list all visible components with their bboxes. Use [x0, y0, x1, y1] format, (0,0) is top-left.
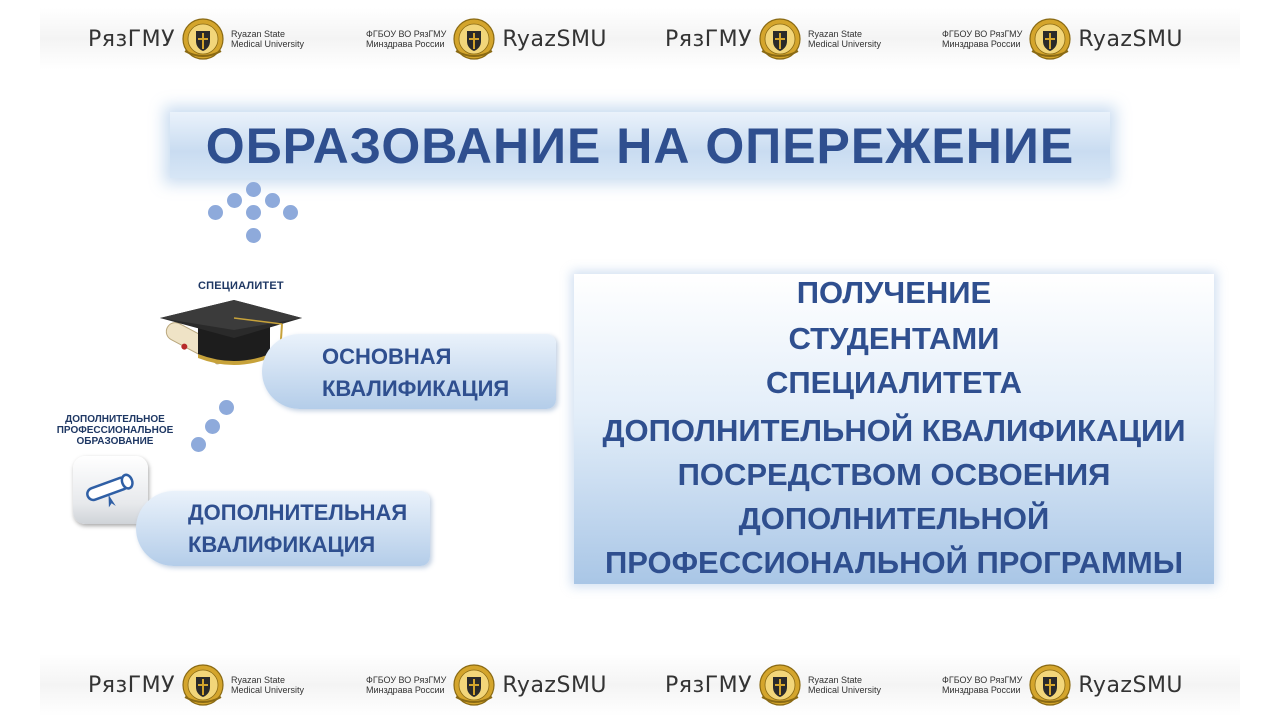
decorative-dot	[246, 182, 261, 197]
org-line-1: ФГБОУ ВО РязГМУ	[942, 29, 1023, 39]
uni-line-2: Medical University	[231, 39, 305, 49]
decorative-dot	[227, 193, 242, 208]
specialty-label: СПЕЦИАЛИТЕТ	[198, 280, 284, 292]
brand-name-en: RyazSMU	[502, 26, 608, 52]
decorative-dot	[191, 437, 206, 452]
university-emblem-icon	[758, 663, 802, 707]
university-emblem-icon	[452, 663, 496, 707]
main-qualification-line-1: ОСНОВНАЯ	[322, 344, 452, 369]
uni-line-2: Medical University	[808, 685, 882, 695]
org-line-2: Минздрава России	[942, 685, 1021, 695]
brand-name-ru: РязГМУ	[88, 672, 176, 698]
organization-name	[942, 675, 1022, 695]
brand-group-1	[88, 8, 304, 70]
additional-qualification-text	[188, 497, 407, 561]
org-line-2: Минздрава России	[366, 685, 445, 695]
description-line: ДОПОЛНИТЕЛЬНОЙ КВАЛИФИКАЦИИ	[602, 413, 1186, 448]
brand-name-ru: РязГМУ	[665, 672, 753, 698]
dpo-label-line-3: ОБРАЗОВАНИЕ	[76, 436, 154, 447]
diploma-scroll-icon	[73, 456, 148, 524]
university-name-en	[808, 29, 881, 49]
decorative-dot	[219, 400, 234, 415]
additional-education-label	[56, 414, 174, 447]
brand-name-ru: РязГМУ	[665, 26, 753, 52]
university-name-en	[231, 29, 304, 49]
university-name-en	[808, 675, 881, 695]
main-qualification-text	[322, 341, 509, 405]
brand-group-2	[366, 654, 607, 716]
brand-name-ru: РязГМУ	[88, 26, 176, 52]
decorative-dot	[208, 205, 223, 220]
brand-name-en: RyazSMU	[1078, 672, 1184, 698]
description-line: СПЕЦИАЛИТЕТА	[765, 365, 1023, 400]
brand-group-2	[366, 8, 607, 70]
description-line: СТУДЕНТАМИ	[788, 321, 1000, 356]
org-line-1: ФГБОУ ВО РязГМУ	[942, 675, 1023, 685]
decorative-dot	[265, 193, 280, 208]
university-emblem-icon	[758, 17, 802, 61]
decorative-dot	[246, 205, 261, 220]
header-logo-strip	[40, 8, 1240, 70]
university-emblem-icon	[181, 663, 225, 707]
uni-line-1: Ryazan State	[808, 29, 863, 39]
brand-name-en: RyazSMU	[502, 672, 608, 698]
footer-logo-strip	[40, 654, 1240, 716]
additional-qualification-line-1: ДОПОЛНИТЕЛЬНАЯ	[188, 500, 408, 525]
description-line: ДОПОЛНИТЕЛЬНОЙ	[738, 501, 1050, 536]
university-emblem-icon	[1028, 17, 1072, 61]
page-title: ОБРАЗОВАНИЕ НА ОПЕРЕЖЕНИЕ	[205, 118, 1075, 174]
brand-group-3	[665, 8, 881, 70]
org-line-1: ФГБОУ ВО РязГМУ	[366, 675, 447, 685]
brand-group-4	[942, 8, 1183, 70]
uni-line-1: Ryazan State	[231, 675, 286, 685]
org-line-2: Минздрава России	[366, 39, 445, 49]
main-qualification-line-2: КВАЛИФИКАЦИЯ	[322, 376, 510, 401]
description-line: ПОСРЕДСТВОМ ОСВОЕНИЯ	[677, 457, 1111, 492]
decorative-dot	[205, 419, 220, 434]
university-emblem-icon	[181, 17, 225, 61]
decorative-dot	[283, 205, 298, 220]
description-line: ПОЛУЧЕНИЕ	[796, 275, 992, 310]
brand-group-1	[88, 654, 304, 716]
university-name-en	[231, 675, 304, 695]
university-emblem-icon	[1028, 663, 1072, 707]
brand-group-4	[942, 654, 1183, 716]
uni-line-1: Ryazan State	[808, 675, 863, 685]
org-line-2: Минздрава России	[942, 39, 1021, 49]
uni-line-2: Medical University	[808, 39, 882, 49]
university-emblem-icon	[452, 17, 496, 61]
organization-name	[942, 29, 1022, 49]
description-line: ПРОФЕССИОНАЛЬНОЙ ПРОГРАММЫ	[604, 545, 1184, 580]
description-text	[574, 272, 1214, 578]
organization-name	[366, 675, 446, 695]
uni-line-2: Medical University	[231, 685, 305, 695]
uni-line-1: Ryazan State	[231, 29, 286, 39]
decorative-dot	[246, 228, 261, 243]
org-line-1: ФГБОУ ВО РязГМУ	[366, 29, 447, 39]
dpo-label-line-1: ДОПОЛНИТЕЛЬНОЕ	[65, 414, 165, 425]
brand-name-en: RyazSMU	[1078, 26, 1184, 52]
organization-name	[366, 29, 446, 49]
brand-group-3	[665, 654, 881, 716]
dpo-label-line-2: ПРОФЕССИОНАЛЬНОЕ	[56, 425, 174, 436]
additional-qualification-line-2: КВАЛИФИКАЦИЯ	[188, 532, 376, 557]
